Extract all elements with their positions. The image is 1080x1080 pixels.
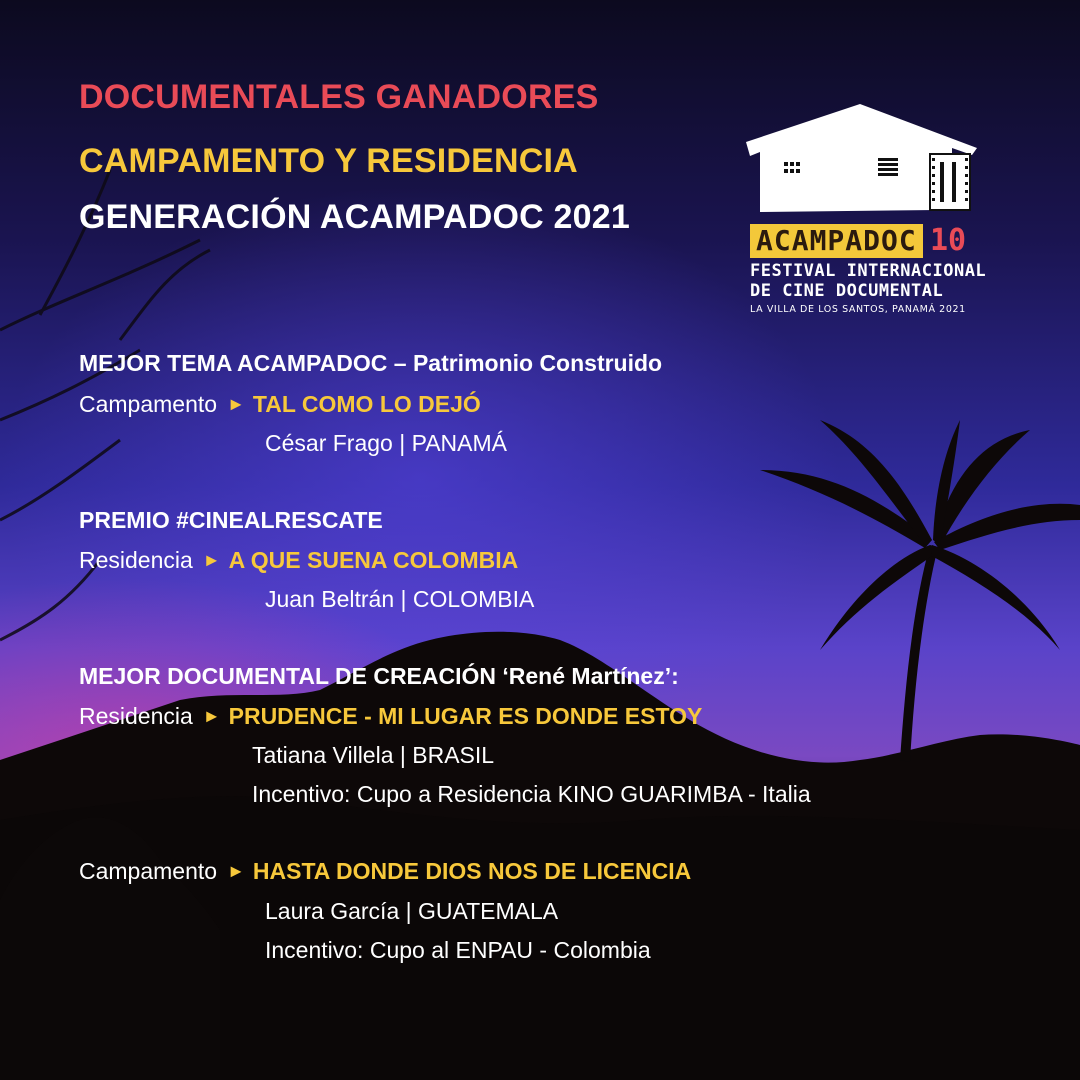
- logo-line-3: LA VILLA DE LOS SANTOS, PANAMÁ 2021: [750, 304, 966, 315]
- award-2-category: Residencia: [79, 547, 193, 573]
- award-4-entry: [79, 858, 691, 885]
- logo-edition: 10: [930, 223, 967, 258]
- header-line-3: GENERACIÓN ACAMPADOC 2021: [79, 198, 630, 236]
- award-2-entry: [79, 547, 518, 574]
- award-3-title: MEJOR DOCUMENTAL DE CREACIÓN ‘René Martínez’:: [79, 663, 679, 689]
- play-arrow-icon: ►: [202, 550, 221, 570]
- award-1-film: TAL COMO LO DEJÓ: [252, 391, 481, 417]
- play-arrow-icon: ►: [202, 706, 221, 726]
- logo-brand: ACAMPADOC: [750, 224, 923, 258]
- acampadoc-logo: [742, 100, 987, 320]
- header-line-2: CAMPAMENTO Y RESIDENCIA: [79, 142, 578, 180]
- award-3-entry: [79, 703, 702, 730]
- award-1-director: César Frago | PANAMÁ: [265, 430, 508, 456]
- award-3-film: PRUDENCE - MI LUGAR ES DONDE ESTOY: [228, 703, 703, 729]
- header-line-1: DOCUMENTALES GANADORES: [79, 78, 599, 116]
- award-2-director: Juan Beltrán | COLOMBIA: [265, 586, 535, 612]
- award-1-entry: [79, 391, 481, 418]
- award-4-director: Laura García | GUATEMALA: [265, 898, 559, 924]
- award-3-incentive: Incentivo: Cupo a Residencia KINO GUARIMBA - Italia: [252, 781, 811, 807]
- play-arrow-icon: ►: [227, 394, 245, 414]
- play-arrow-icon: ►: [227, 861, 245, 881]
- award-4-film: HASTA DONDE DIOS NOS DE LICENCIA: [252, 858, 692, 884]
- award-1-title: MEJOR TEMA ACAMPADOC – Patrimonio Construido: [79, 350, 663, 376]
- award-3-director: Tatiana Villela | BRASIL: [252, 742, 495, 768]
- award-1-category: Campamento: [79, 391, 218, 417]
- award-4-category: Campamento: [79, 858, 218, 884]
- house-logo-icon: [742, 100, 982, 220]
- award-4-incentive: Incentivo: Cupo al ENPAU - Colombia: [265, 937, 651, 963]
- award-2-title: PREMIO #CINEALRESCATE: [79, 507, 383, 533]
- award-2-film: A QUE SUENA COLOMBIA: [228, 547, 519, 573]
- logo-line-1: FESTIVAL INTERNACIONAL: [750, 261, 987, 281]
- logo-line-2: DE CINE DOCUMENTAL: [750, 281, 944, 301]
- award-3-category: Residencia: [79, 703, 193, 729]
